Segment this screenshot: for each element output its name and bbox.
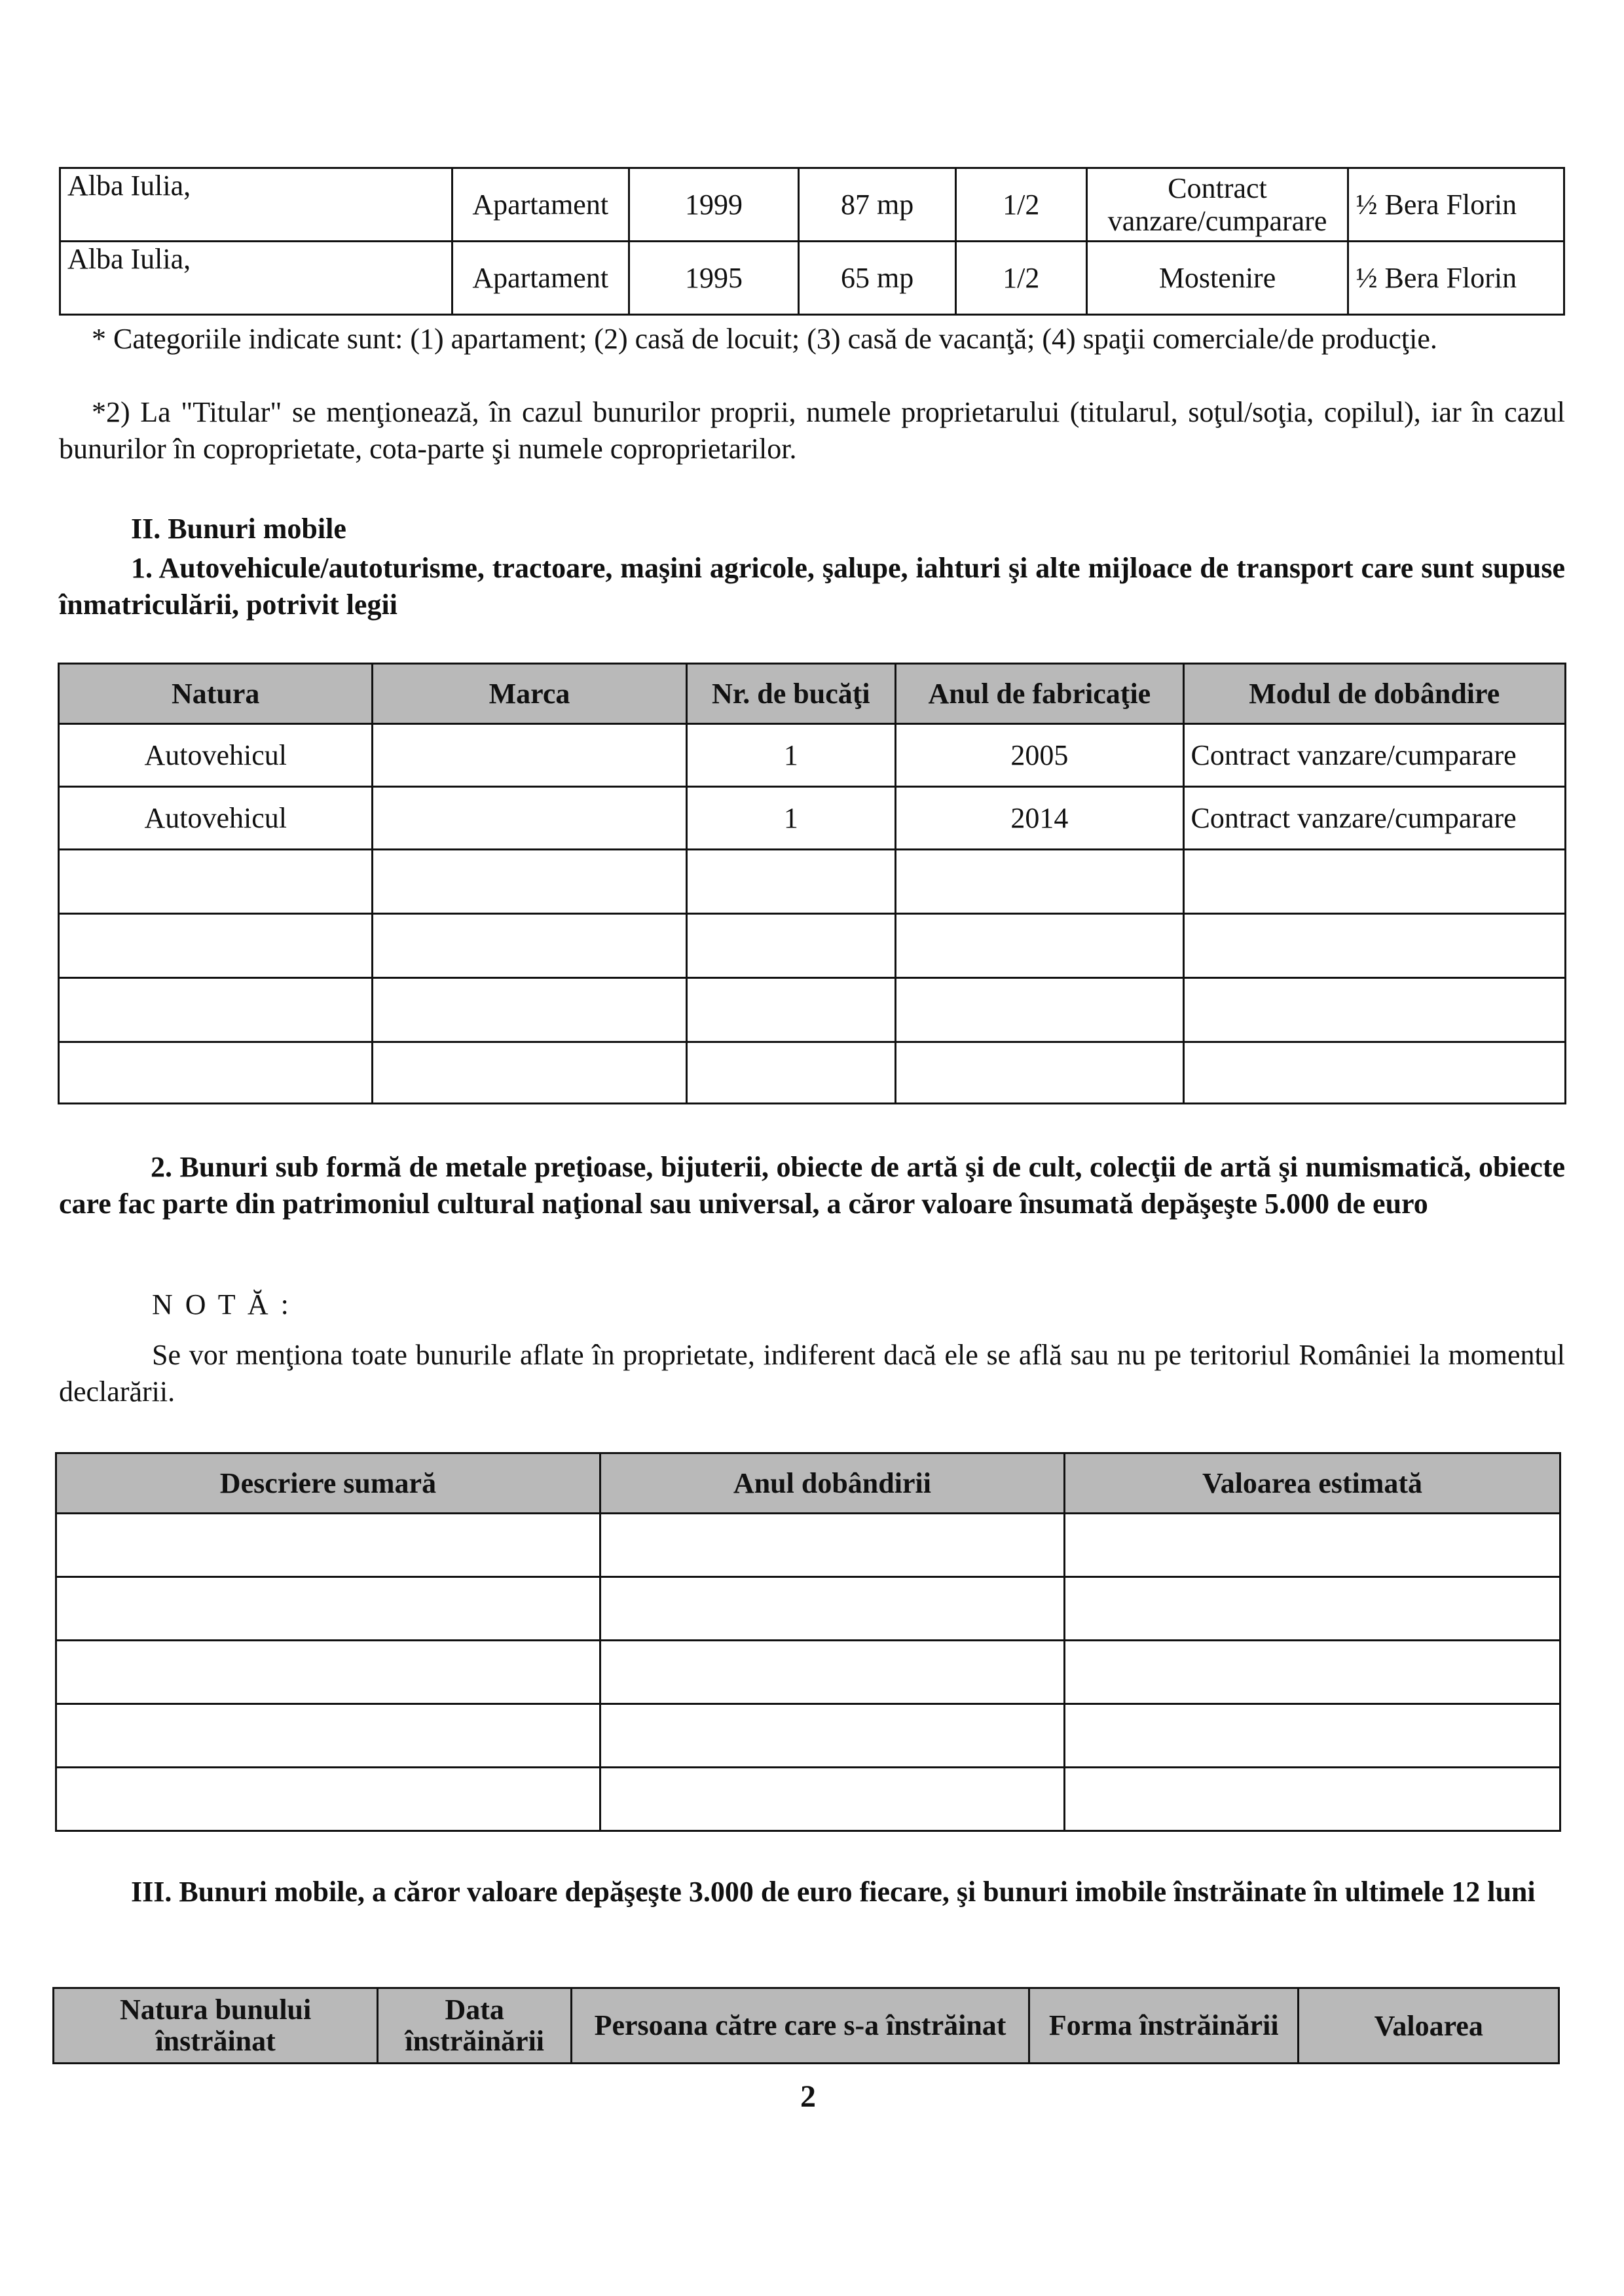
table-header-row xyxy=(54,1988,1559,2064)
property-year: 1995 xyxy=(629,242,799,315)
valuables-table xyxy=(55,1452,1561,1832)
property-address: Alba Iulia, xyxy=(60,242,452,315)
col-header: Natura bunului înstrăinat xyxy=(54,1988,378,2064)
vehicle-acquisition: Contract vanzare/cumparare xyxy=(1183,724,1565,787)
nota-label: N O T Ă : xyxy=(152,1288,291,1321)
alienated-table xyxy=(52,1987,1560,2064)
property-category: Apartament xyxy=(452,168,629,242)
col-header: Data înstrăinării xyxy=(378,1988,572,2064)
table-row xyxy=(59,787,1566,850)
col-header: Descriere sumară xyxy=(56,1453,600,1514)
section-title: II. Bunuri mobile xyxy=(131,513,346,545)
table-header-row xyxy=(59,664,1566,724)
col-header: Anul de fabricaţie xyxy=(896,664,1183,724)
vehicle-type: Autovehicul xyxy=(59,787,373,850)
vehicle-count: 1 xyxy=(686,787,896,850)
nota-text: Se vor menţiona toate bunurile aflate în proprietate, indiferent dacă ele se află sau nu pe teritoriul României la momentul declarării. xyxy=(59,1339,1565,1408)
table-row xyxy=(59,1042,1566,1104)
col-header: Natura xyxy=(59,664,373,724)
vehicle-count: 1 xyxy=(686,724,896,787)
table-row xyxy=(56,1641,1560,1704)
page-number: 2 xyxy=(800,2079,816,2114)
property-address: Alba Iulia, xyxy=(60,168,452,242)
vehicle-acquisition: Contract vanzare/cumparare xyxy=(1183,787,1565,850)
property-owner: ½ Bera Florin xyxy=(1348,168,1564,242)
table-row xyxy=(59,914,1566,978)
property-area: 87 mp xyxy=(799,168,956,242)
col-header: Valoarea xyxy=(1299,1988,1559,2064)
col-header: Modul de dobândire xyxy=(1183,664,1565,724)
subsection-title: 1. Autovehicule/autoturisme, tractoare, maşini agricole, şalupe, iahturi şi alte mijloace de transport care sunt supuse înmatriculării, potrivit legii xyxy=(59,552,1565,621)
col-header: Forma înstrăinării xyxy=(1029,1988,1299,2064)
table-row xyxy=(59,724,1566,787)
subsection-title: 2. Bunuri sub formă de metale preţioase, bijuterii, obiecte de artă şi de cult, colecţii de artă şi numismatică, obiecte care fac parte din patrimoniul cultural naţional sau universal, a căror valoare însumată depăşeşte 5.000 de euro xyxy=(59,1151,1565,1220)
table-header-row xyxy=(56,1453,1560,1514)
table-row xyxy=(56,1577,1560,1641)
property-table xyxy=(59,167,1565,316)
vehicle-brand xyxy=(373,787,686,850)
col-header: Marca xyxy=(373,664,686,724)
property-category: Apartament xyxy=(452,242,629,315)
table-row xyxy=(60,242,1564,315)
vehicle-year: 2014 xyxy=(896,787,1183,850)
property-acquisition: Contract vanzare/cumparare xyxy=(1086,168,1348,242)
property-area: 65 mp xyxy=(799,242,956,315)
section-title: III. Bunuri mobile, a căror valoare depăşeşte 3.000 de euro fiecare, şi bunuri imobile înstrăinate în ultimele 12 luni xyxy=(131,1876,1536,1908)
property-acquisition: Mostenire xyxy=(1086,242,1348,315)
table-row xyxy=(60,168,1564,242)
vehicles-table xyxy=(58,663,1566,1104)
vehicle-brand xyxy=(373,724,686,787)
vehicle-year: 2005 xyxy=(896,724,1183,787)
vehicle-type: Autovehicul xyxy=(59,724,373,787)
table-row xyxy=(56,1514,1560,1577)
property-share: 1/2 xyxy=(955,242,1086,315)
col-header: Anul dobândirii xyxy=(600,1453,1064,1514)
table-row xyxy=(59,850,1566,914)
footnote-categories: * Categoriile indicate sunt: (1) apartament; (2) casă de locuit; (3) casă de vacanţă; (4) spaţii comerciale/de producţie. xyxy=(92,323,1437,355)
table-row xyxy=(59,978,1566,1042)
property-year: 1999 xyxy=(629,168,799,242)
col-header: Valoarea estimată xyxy=(1065,1453,1560,1514)
col-header: Nr. de bucăţi xyxy=(686,664,896,724)
table-row xyxy=(56,1704,1560,1768)
property-share: 1/2 xyxy=(955,168,1086,242)
col-header: Persoana către care s-a înstrăinat xyxy=(572,1988,1029,2064)
footnote-titular: *2) La "Titular" se menţionează, în cazul bunurilor proprii, numele proprietarului (titularul, soţul/soţia, copilul), iar în cazul bunurilor în coproprietate, cota-parte şi numele coproprietarilor. xyxy=(59,396,1565,465)
table-row xyxy=(56,1768,1560,1831)
property-owner: ½ Bera Florin xyxy=(1348,242,1564,315)
